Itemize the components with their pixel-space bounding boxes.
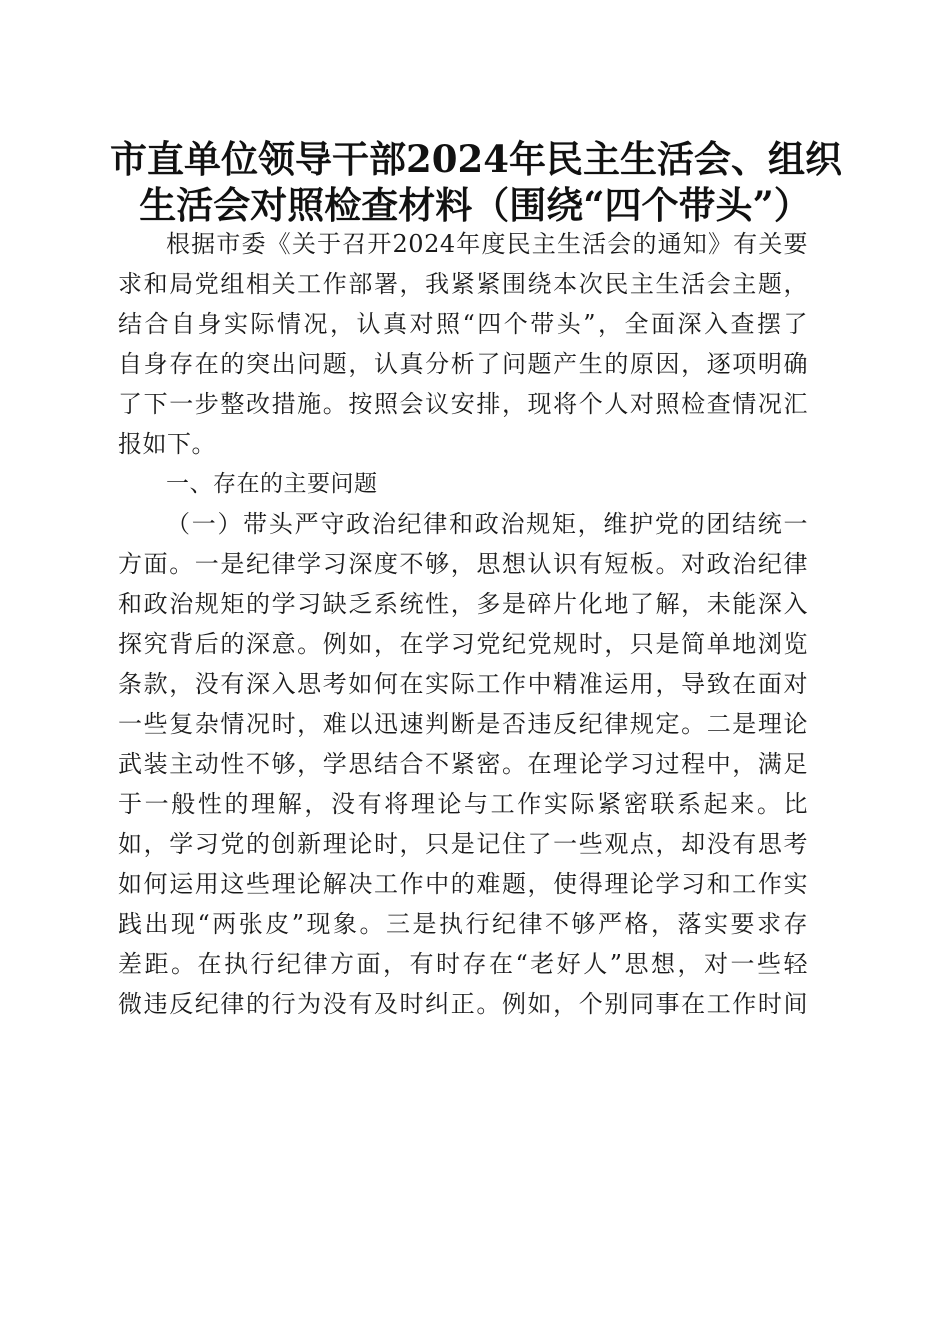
text-line: 和政治规矩的学习缺乏系统性，多是碎片化地了解，未能深入	[118, 590, 808, 618]
title-line-1: 市直单位领导干部2024年民主生活会、组织	[110, 137, 842, 181]
text-line: 如何运用这些理论解决工作中的难题，使得理论学习和工作实	[118, 870, 808, 898]
text-line: 根据市委《关于召开2024年度民主生活会的通知》有关要	[166, 230, 808, 258]
text-line: 条款，没有深入思考如何在实际工作中精准运用，导致在面对	[118, 670, 808, 698]
text-line: 求和局党组相关工作部署，我紧紧围绕本次民主生活会主题，	[118, 270, 808, 298]
section-heading-text: 一、存在的主要问题	[166, 471, 378, 497]
subsection-paragraph	[118, 504, 808, 1024]
section-heading	[118, 464, 808, 504]
text-line: 方面。一是纪律学习深度不够，思想认识有短板。对政治纪律	[118, 550, 808, 578]
text-line: 了下一步整改措施。按照会议安排，现将个人对照检查情况汇	[118, 390, 808, 418]
text-line: 如，学习党的创新理论时，只是记住了一些观点，却没有思考	[118, 830, 808, 858]
text-line: 探究背后的深意。例如，在学习党纪党规时，只是简单地浏览	[118, 630, 808, 658]
title-line-2: 生活会对照检查材料（围绕“四个带头”）	[139, 183, 811, 227]
text-line: 差距。在执行纪律方面，有时存在“老好人”思想，对一些轻	[118, 950, 808, 978]
text-line: 微违反纪律的行为没有及时纠正。例如，个别同事在工作时间	[118, 990, 808, 1018]
text-line: 武装主动性不够，学思结合不紧密。在理论学习过程中，满足	[118, 750, 808, 778]
text-line: 结合自身实际情况，认真对照“四个带头”，全面深入查摆了	[118, 310, 808, 338]
document-body	[118, 224, 808, 1024]
text-line: 报如下。	[118, 430, 216, 458]
text-line: （一）带头严守政治纪律和政治规矩，维护党的团结统一	[166, 510, 808, 538]
text-line: 自身存在的突出问题，认真分析了问题产生的原因，逐项明确	[118, 350, 808, 378]
text-line: 一些复杂情况时，难以迅速判断是否违反纪律规定。二是理论	[118, 710, 808, 738]
text-line: 践出现“两张皮”现象。三是执行纪律不够严格，落实要求存	[118, 910, 808, 938]
document-title	[110, 136, 840, 228]
text-line: 于一般性的理解，没有将理论与工作实际紧密联系起来。比	[118, 790, 808, 818]
intro-paragraph	[118, 224, 808, 464]
